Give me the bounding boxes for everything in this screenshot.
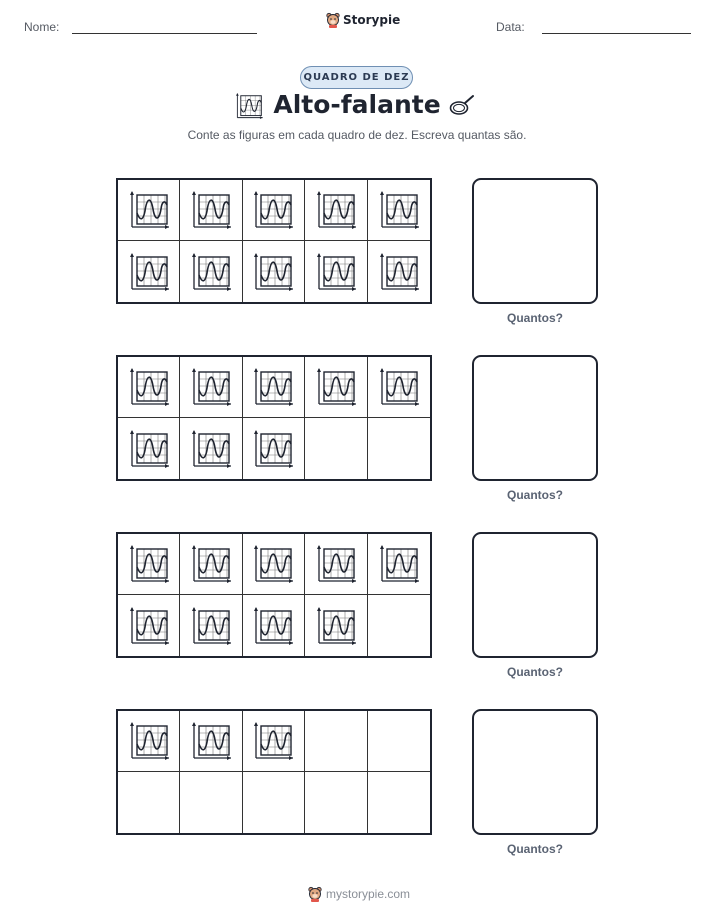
- name-label: Nome:: [24, 20, 60, 34]
- oscilloscope-graph-icon: [129, 253, 169, 291]
- bear-mascot-icon: [326, 12, 340, 28]
- ten-frame-cell: [368, 595, 430, 656]
- ten-frame-cell: [305, 595, 367, 656]
- ten-frame: [116, 178, 432, 304]
- ten-frame-cell: [368, 180, 430, 241]
- ten-frame-cell: [180, 772, 242, 833]
- brand-logo: [326, 12, 400, 28]
- oscilloscope-graph-icon: [316, 368, 356, 406]
- answer-label: Quantos?: [507, 665, 563, 679]
- ten-frame-cell: [305, 711, 367, 772]
- oscilloscope-graph-icon: [316, 607, 356, 645]
- ten-frame-cell: [368, 534, 430, 595]
- oscilloscope-graph-icon: [253, 253, 293, 291]
- oscilloscope-graph-icon: [316, 253, 356, 291]
- oscilloscope-graph-icon: [191, 253, 231, 291]
- ten-frame-cell: [243, 711, 305, 772]
- ten-frame-cell: [118, 418, 180, 479]
- oscilloscope-graph-icon: [191, 368, 231, 406]
- ten-frame-cell: [180, 418, 242, 479]
- ten-frame: [116, 355, 432, 481]
- ten-frame-cell: [243, 418, 305, 479]
- ten-frame-cell: [305, 180, 367, 241]
- oscilloscope-graph-icon: [191, 191, 231, 229]
- oscilloscope-graph-icon: [191, 722, 231, 760]
- ten-frame-cell: [243, 595, 305, 656]
- ten-frame-cell: [180, 180, 242, 241]
- oscilloscope-graph-icon: [253, 368, 293, 406]
- ten-frame-cell: [243, 534, 305, 595]
- ten-frame: [116, 532, 432, 658]
- oscilloscope-graph-icon: [316, 191, 356, 229]
- oscilloscope-graph-icon: [129, 722, 169, 760]
- date-label: Data:: [496, 20, 525, 34]
- ten-frame-cell: [305, 534, 367, 595]
- oscilloscope-graph-icon: [191, 430, 231, 468]
- oscilloscope-graph-icon: [191, 545, 231, 583]
- oscilloscope-graph-icon: [379, 545, 419, 583]
- ten-frame-cell: [368, 772, 430, 833]
- ten-frame-cell: [118, 534, 180, 595]
- ten-frame-cell: [118, 241, 180, 302]
- ten-frame-cell: [305, 241, 367, 302]
- ten-frame-cell: [180, 595, 242, 656]
- ten-frame-cell: [243, 357, 305, 418]
- oscilloscope-graph-icon: [253, 722, 293, 760]
- ten-frame-cell: [305, 418, 367, 479]
- ten-frame-cell: [368, 357, 430, 418]
- answer-box[interactable]: [472, 355, 598, 481]
- pan-icon: [449, 94, 475, 116]
- ten-frame: [116, 709, 432, 835]
- ten-frame-cell: [180, 534, 242, 595]
- ten-frame-cell: [118, 357, 180, 418]
- answer-box[interactable]: [472, 709, 598, 835]
- date-line[interactable]: [542, 33, 691, 34]
- ten-frame-cell: [118, 595, 180, 656]
- answer-label: Quantos?: [507, 311, 563, 325]
- answer-box[interactable]: [472, 178, 598, 304]
- oscilloscope-graph-icon: [253, 607, 293, 645]
- ten-frame-cell: [305, 772, 367, 833]
- ten-frame-cell: [305, 357, 367, 418]
- ten-frame-cell: [118, 180, 180, 241]
- oscilloscope-graph-icon: [129, 607, 169, 645]
- oscilloscope-graph-icon: [253, 430, 293, 468]
- ten-frame-cell: [180, 357, 242, 418]
- ten-frame-cell: [368, 711, 430, 772]
- oscilloscope-graph-icon: [129, 430, 169, 468]
- oscilloscope-graph-icon: [129, 191, 169, 229]
- footer: [308, 886, 410, 902]
- answer-label: Quantos?: [507, 842, 563, 856]
- ten-frame-cell: [180, 711, 242, 772]
- footer-url: mystorypie.com: [326, 887, 411, 901]
- oscilloscope-graph-icon: [316, 545, 356, 583]
- ten-frame-cell: [243, 180, 305, 241]
- ten-frame-cell: [118, 772, 180, 833]
- name-line[interactable]: [72, 33, 257, 34]
- oscilloscope-graph-icon: [129, 368, 169, 406]
- brand-name: Storypie: [343, 13, 401, 27]
- oscilloscope-graph-icon: [191, 607, 231, 645]
- answer-box[interactable]: [472, 532, 598, 658]
- oscilloscope-graph-icon: [253, 545, 293, 583]
- oscilloscope-graph-icon: [379, 368, 419, 406]
- page-title: Alto-falante: [273, 90, 441, 119]
- bear-mascot-icon: [308, 886, 322, 902]
- ten-frame-cell: [118, 711, 180, 772]
- oscilloscope-graph-icon: [129, 545, 169, 583]
- ten-frame-cell: [368, 418, 430, 479]
- category-badge: QUADRO DE DEZ: [300, 66, 413, 89]
- oscilloscope-graph-icon: [379, 253, 419, 291]
- ten-frame-cell: [180, 241, 242, 302]
- ten-frame-cell: [368, 241, 430, 302]
- oscilloscope-graph-icon: [379, 191, 419, 229]
- ten-frame-cell: [243, 772, 305, 833]
- ten-frame-cell: [243, 241, 305, 302]
- answer-label: Quantos?: [507, 488, 563, 502]
- instructions: Conte as figuras em cada quadro de dez. Escreva quantas são.: [187, 128, 527, 142]
- oscilloscope-graph-icon: [253, 191, 293, 229]
